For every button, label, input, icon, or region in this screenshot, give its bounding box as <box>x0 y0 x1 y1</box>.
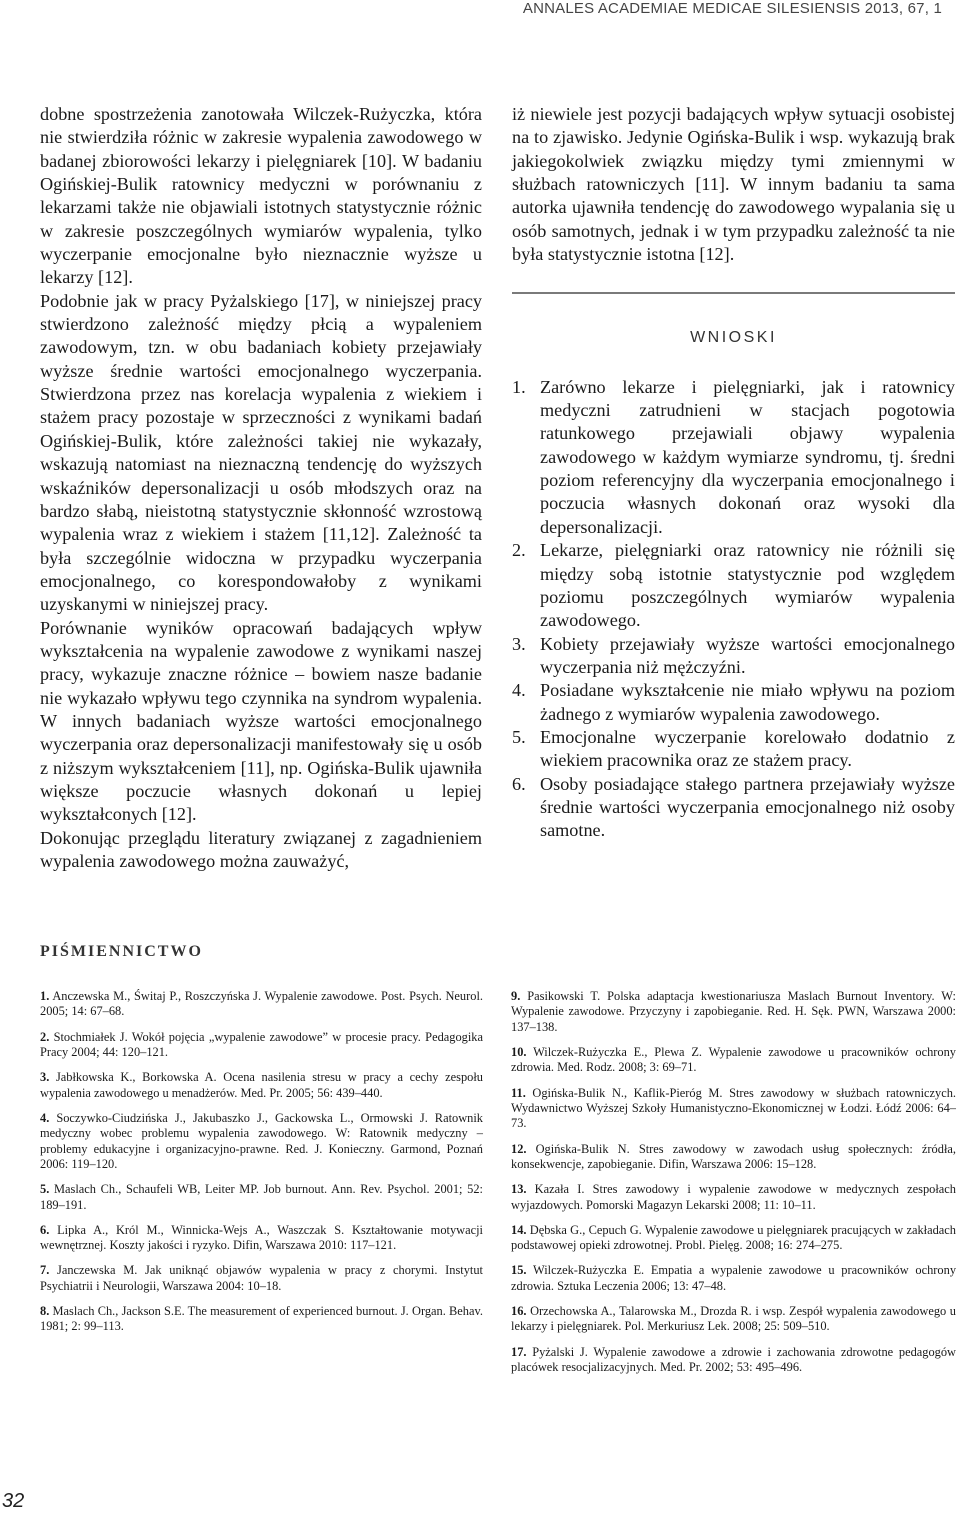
conclusion-item <box>512 726 955 773</box>
reference-text: Ogińska-Bulik N. Stres zawodowy w zawodach usług społecznych: źródła, konsekwencje, zapobieganie. Difin, Warszawa 2006: 15–128. <box>511 1141 956 1172</box>
reference-item <box>511 1045 956 1076</box>
conclusion-text: Posiadane wykształcenie nie miało wpływu na poziom żadnego z wymiarów wypalenia zawodowego. <box>540 680 955 724</box>
reference-text: Anczewska M., Świtaj P., Roszczyńska J. Wypalenie zawodowe. Post. Psych. Neurol. 2005; 14: 67–68. <box>40 989 483 1019</box>
reference-number: 1. <box>40 989 50 1003</box>
conclusion-text: Emocjonalne wyczerpanie korelowało dodatnio z wiekiem pracownika oraz ze stażem pracy. <box>540 726 955 771</box>
reference-item <box>40 1030 483 1061</box>
reference-text: Wilczek-Rużyczka E., Plewa Z. Wypalenie zawodowe u pracowników ochrony zdrowia. Med. Rodz. 2008; 3: 69–71. <box>511 1045 956 1075</box>
reference-item <box>511 1263 956 1294</box>
reference-item <box>511 1182 956 1213</box>
reference-number: 16. <box>511 1304 527 1319</box>
page-number: 32 <box>2 1490 25 1512</box>
conclusion-number: 1. <box>512 376 526 397</box>
reference-item <box>40 1304 483 1335</box>
reference-number: 14. <box>511 1222 527 1237</box>
reference-text: Ogińska-Bulik N., Kaflik-Pieróg M. Stres zawodowy w służbach ratowniczych. Wydawnictwo Wyższej Szkoły Humanistyczno-Ekonomicznej w Łodzi. Łódź 2006: 64–73. <box>511 1085 956 1131</box>
body-paragraph: dobne spostrzeżenia zanotowała Wilczek-Rużyczka, która nie stwierdziła różnic w zakresie wypalenia zawodowego w badanej zbiorowości lekarzy i pielęgniarek [10]. W badaniu Ogińskiej-Bulik ratownicy medyczni w porównaniu z lekarzami także nie objawiali istotnych statystycznie różnic w zakresie poszczególnych wymiarów wypalenia, tylko wyczerpanie emocjonalne było nieznacznie wyższe u lekarzy [12]. <box>40 104 482 288</box>
reference-item <box>40 1182 483 1213</box>
reference-item <box>511 1345 956 1376</box>
conclusion-item <box>512 679 955 726</box>
section-rule <box>512 292 955 294</box>
conclusion-text: Lekarze, pielęgniarki oraz ratownicy nie różnili się między sobą istotnie statystycznie pod względem poziomu poszczególnych wymiarów wypalenia zawodowego. <box>540 540 955 631</box>
body-column-right <box>512 103 955 843</box>
reference-number: 7. <box>40 1263 50 1278</box>
reference-number: 4. <box>40 1110 50 1125</box>
reference-text: Dębska G., Cepuch G. Wypalenie zawodowe u pielęgniarek pracujących w zakładach podstawowej opieki zdrowotnej. Probl. Pielęg. 2008; 16: 274–275. <box>511 1222 956 1253</box>
section-heading-conclusions: WNIOSKI <box>690 329 777 347</box>
reference-number: 5. <box>40 1182 50 1197</box>
reference-number: 12. <box>511 1141 527 1156</box>
reference-number: 11. <box>511 1085 526 1100</box>
running-head: ANNALES ACADEMIAE MEDICAE SILESIENSIS 2013, 67, 1 <box>522 0 942 17</box>
conclusion-text: Kobiety przejawiały wyższe wartości emocjonalnego wyczerpania niż mężczyźni. <box>540 633 955 677</box>
conclusion-item <box>512 376 955 539</box>
reference-number: 13. <box>511 1182 527 1197</box>
reference-text: Maslach Ch., Jackson S.E. The measurement of experienced burnout. J. Organ. Behav. 1981; 2: 99–113. <box>40 1304 483 1334</box>
reference-number: 3. <box>40 1070 50 1085</box>
conclusion-number: 6. <box>512 773 526 794</box>
reference-text: Kazała I. Stres zawodowy i wypalenie zawodowe w medycznych zespołach wyjazdowych. Pomorski Magazyn Lekarski 2008; 11: 10–11. <box>511 1182 956 1212</box>
reference-number: 2. <box>40 1029 50 1044</box>
reference-text: Janczewska M. Jak uniknąć objawów wypalenia w pracy z chorymi. Instytut Psychiatrii i Neurologii, Warszawa 2004: 10–18. <box>40 1263 483 1293</box>
conclusion-number: 3. <box>512 633 526 654</box>
conclusions-list <box>512 376 955 843</box>
reference-item <box>511 1142 956 1173</box>
conclusion-text: Zarówno lekarze i pielęgniarki, jak i ratownicy medyczni zatrudnieni w stacjach pogotowia ratunkowego przejawiali objawy wypalenia zawodowego w każdym wymiarze syndromu, tj. średni poziom referencyjny dla wyczerpania emocjonalnego i poczucia własnych dokonań oraz wysoki dla depersonalizacji. <box>540 376 955 537</box>
conclusion-item <box>512 773 955 843</box>
body-column-left <box>40 103 482 873</box>
reference-text: Wilczek-Rużyczka E. Empatia a wypalenie zawodowe u pracowników ochrony zdrowia. Sztuka Leczenia 2006; 13: 47–48. <box>511 1263 957 1293</box>
references-heading: PIŚMIENNICTWO <box>40 943 203 960</box>
reference-item <box>511 1086 956 1132</box>
reference-text: Soczywko-Ciudzińska J., Jakubaszko J., Gackowska L., Ormowski J. Ratownik medyczny wobec problemu wypalenia zawodowego. W: Ratownik medyczny – problemy edukacyjne i organizacyjno-prawne. Red. J. Konieczny. Garmond, Poznań 2006: 119–120. <box>40 1110 483 1172</box>
reference-text: Pyżalski J. Wypalenie zawodowe a zdrowie i zachowania zdrowotne pedagogów placówek resocjalizacyjnych. Med. Pr. 2002; 53: 495–496. <box>511 1344 956 1375</box>
reference-number: 6. <box>40 1222 50 1237</box>
reference-text: Lipka A., Król M., Winnicka-Wejs A., Waszczak S. Kształtowanie motywacji wewnętrznej. Koszty jakości i ryzyko. Difin, Warszawa 2010: 117–121. <box>40 1222 483 1253</box>
reference-text: Orzechowska A., Talarowska M., Drozda R. i wsp. Zespół wypalenia zawodowego u lekarzy i pielęgniarek. Pol. Merkuriusz Lek. 2008; 25: 509–510. <box>511 1304 957 1334</box>
reference-item <box>40 1223 483 1254</box>
conclusion-item <box>512 539 955 632</box>
reference-number: 8. <box>40 1304 50 1319</box>
body-paragraph: Dokonując przeglądu literatury związanej z zagadnieniem wypalenia zawodowego można zauważyć, <box>40 827 482 871</box>
body-paragraph: Porównanie wyników opracowań badających wpływ wykształcenia na wypalenie zawodowe z wynikami naszej pracy, wykazuje znaczne różnice – bowiem nasze badanie nie wykazało wpływu tego czynnika na syndrom wypalenia. W innych badaniach wyższe wartości emocjonalnego wyczerpania oraz depersonalizacji manifestowały się u osób z niższym wykształceniem [11], np. Ogińska-Bulik ujawniła większe poczucie własnych dokonań u lepiej wykształconych [12]. <box>40 617 482 825</box>
body-paragraph: Podobnie jak w pracy Pyżalskiego [17], w niniejszej pracy stwierdzono zależność między płcią a wypaleniem zawodowym, tzn. w obu badaniach kobiety przejawiały wyższe średnie wartości emocjonalnego wyczerpania. Stwierdzona przez nas korelacja wypalenia z wiekiem i stażem pracy pozostaje w sprzeczności z wynikami badań Ogińskiej-Bulik, które zależności takiej nie wykazały, wskazują natomiast na nieznaczną tendencję do wyższych wskaźników depersonalizacji u osób młodszych oraz na bardzo słabą, nieistotną statystycznie skłonność wzrostową wypalenia wraz z wiekiem i stażem [11,12]. Zależność ta była szczególnie widoczna w przypadku wyczerpania emocjonalnego, co korespondowałoby z wynikami uzyskanymi w niniejszej pracy. <box>40 290 482 615</box>
reference-item <box>511 1304 956 1335</box>
reference-item <box>40 989 483 1020</box>
reference-text: Pasikowski T. Polska adaptacja kwestionariusza Maslach Burnout Inventory. W: Wypalenie zawodowe. Przyczyny i zapobieganie. Red. H. Sęk. PWN, Warszawa 2000: 137–138. <box>511 989 956 1034</box>
reference-number: 17. <box>511 1344 527 1359</box>
references-column-left <box>40 989 483 1345</box>
references-column-right <box>511 989 956 1385</box>
reference-number: 9. <box>511 989 521 1003</box>
body-paragraph: iż niewiele jest pozycji badających wpływ sytuacji osobistej na to zjawisko. Jedynie Ogińska-Bulik i wsp. wykazują brak jakiegokolwiek związku między tymi zmiennymi w służbach ratowniczych [11]. W innym badaniu ta sama autorka ujawniła tendencję do zawodowego wypalania się u osób samotnych, jednak i w tym przypadku zależność ta nie była statystycznie istotna [12]. <box>512 104 955 265</box>
reference-number: 10. <box>511 1045 527 1060</box>
conclusion-item <box>512 633 955 680</box>
reference-text: Stochmiałek J. Wokół pojęcia „wypalenie zawodowe” w procesie pracy. Pedagogika Pracy 2004; 44: 120–121. <box>40 1029 483 1060</box>
reference-text: Maslach Ch., Schaufeli WB, Leiter MP. Job burnout. Ann. Rev. Psychol. 2001; 52: 189–191. <box>40 1182 483 1212</box>
reference-item <box>511 989 956 1035</box>
reference-item <box>511 1223 956 1254</box>
reference-text: Jabłkowska K., Borkowska A. Ocena nasilenia stresu w pracy a cechy zespołu wypalenia zawodowego u menadżerów. Med. Pr. 2005; 56: 439–440. <box>40 1070 483 1100</box>
conclusion-number: 2. <box>512 540 526 561</box>
conclusion-number: 4. <box>512 680 526 701</box>
conclusion-text: Osoby posiadające stałego partnera przejawiały wyższe średnie wartości wyczerpania emocjonalnego niż osoby samotne. <box>540 773 955 841</box>
reference-item <box>40 1263 483 1294</box>
reference-item <box>40 1070 483 1101</box>
reference-number: 15. <box>511 1263 527 1278</box>
conclusion-number: 5. <box>512 726 526 747</box>
reference-item <box>40 1111 483 1173</box>
